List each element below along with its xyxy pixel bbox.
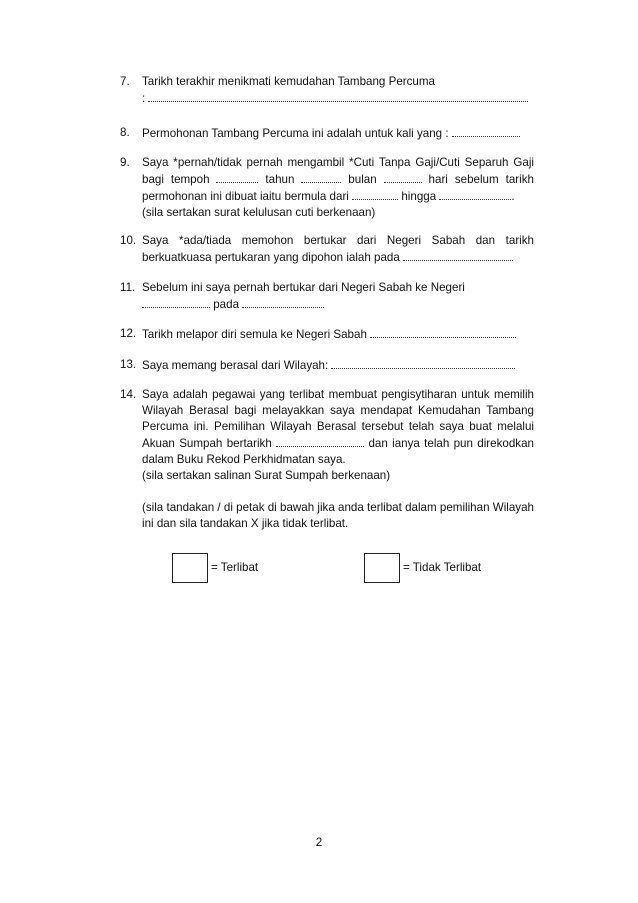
label-tarikh: tarikh (505, 173, 534, 186)
previous-transfer-date-field[interactable] (242, 296, 324, 308)
item-13 (120, 357, 534, 374)
label-direkodkan: dan ianya telah pun direkodkan (368, 437, 534, 450)
item-14-line-1: Saya adalah pegawai yang terlibat membuat pengisytiharan untuk memilih (142, 388, 534, 401)
label-akuan-sumpah: Akuan Sumpah bertarikh (142, 437, 272, 450)
months-field[interactable] (384, 171, 422, 183)
label-tahun: tahun (265, 173, 295, 186)
label-hingga: hingga (401, 190, 437, 203)
tidak-terlibat-checkbox[interactable] (364, 553, 400, 583)
item-14-line-5: dalam Buku Rekod Perkhidmatan saya. (142, 453, 346, 466)
item-14-instruction-1: (sila tandakan / di petak di bawah jika anda terlibat dalam pemilihan Wilayah (142, 501, 534, 514)
page-number: 2 (315, 836, 323, 849)
item-11-line-1: Sebelum ini saya pernah bertukar dari Negeri Sabah ke Negeri (142, 281, 465, 294)
application-count-field[interactable] (452, 125, 520, 137)
label-hari: hari (428, 173, 448, 186)
item-14-instruction-2: ini dan sila tandakan X jika tidak terlibat. (142, 517, 349, 530)
transfer-effective-date-field[interactable] (403, 249, 513, 261)
item-12-text: Tarikh melapor diri semula ke Negeri Sabah (142, 328, 367, 341)
tidak-terlibat-label: = Tidak Terlibat (403, 561, 482, 574)
affidavit-date-field[interactable] (276, 435, 364, 447)
item-number: 13. (120, 358, 137, 371)
terlibat-label: = Terlibat (211, 561, 259, 574)
item-8 (120, 125, 534, 142)
label-bagi-tempoh: bagi tempoh (142, 173, 210, 186)
item-10 (120, 233, 534, 266)
item-number: 14. (120, 388, 137, 401)
item-10-line-1: Saya *ada/tiada memohon bertukar dari Negeri Sabah dan tarikh (142, 234, 534, 247)
item-14-line-3: Percuma ini. Pemilihan Wilayah Berasal tersebut telah saya buat melalui (142, 420, 534, 433)
period-mark: . (511, 190, 515, 203)
item-12 (120, 326, 534, 343)
leave-start-date-field[interactable] (352, 188, 398, 200)
label-bermula-dari: permohonan ini dibuat iaitu bermula dari (142, 190, 349, 203)
item-14-note: (sila sertakan salinan Surat Sumpah berkenaan) (142, 469, 391, 482)
report-back-date-field[interactable] (370, 326, 516, 338)
years-field[interactable] (301, 171, 341, 183)
item-number: 11. (120, 281, 136, 294)
item-9 (120, 155, 534, 221)
item-9-note: (sila sertakan surat kelulusan cuti berkenaan) (142, 206, 376, 219)
item-number: 7. (120, 75, 130, 88)
item-14-line-2: Wilayah Berasal bagi melayakkan saya mendapat Kemudahan Tambang (142, 404, 534, 417)
terlibat-checkbox[interactable] (172, 553, 208, 583)
label-sebelum: sebelum (454, 173, 499, 186)
item-7 (120, 74, 534, 107)
item-11 (120, 280, 534, 313)
item-10-line-2: berkuatkuasa pertukaran yang dipohon ialah pada (142, 251, 400, 264)
item-7-text: Tarikh terakhir menikmati kemudahan Tambang Percuma (142, 75, 435, 88)
item-8-text: Permohonan Tambang Percuma ini adalah untuk kali yang : (142, 127, 449, 140)
period-field[interactable] (216, 171, 258, 183)
origin-region-field[interactable] (331, 357, 515, 369)
colon-label: : (142, 92, 146, 105)
item-number: 9. (120, 156, 130, 169)
last-benefit-date-field[interactable] (148, 90, 528, 102)
item-number: 12. (120, 327, 137, 340)
previous-state-field[interactable] (142, 296, 210, 308)
item-number: 10. (120, 234, 137, 247)
item-13-text: Saya memang berasal dari Wilayah: (142, 359, 329, 372)
leave-end-date-field[interactable] (439, 188, 511, 200)
label-pada: pada (213, 298, 240, 311)
item-9-line-1: Saya *pernah/tidak pernah mengambil *Cuti Tanpa Gaji/Cuti Separuh Gaji (142, 156, 534, 169)
item-number: 8. (120, 126, 130, 139)
label-bulan: bulan (348, 173, 377, 186)
item-14 (120, 387, 534, 532)
